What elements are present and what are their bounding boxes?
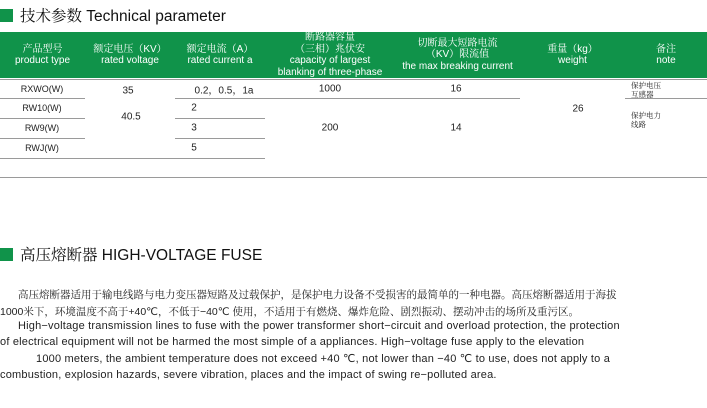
- header-cn: 备注: [656, 43, 676, 55]
- cell-product-type: RW9(W): [24, 123, 60, 133]
- body-en-line-3: 1000 meters, the ambient temperature does not exceed +40 ℃, not lower than −40 ℃ to use, does not apply to a: [36, 353, 611, 365]
- row-divider: [0, 138, 85, 139]
- section-bullet-icon: [0, 9, 13, 22]
- cell-capacity: 200: [321, 122, 339, 134]
- header-note: [625, 32, 707, 78]
- header-cn: 额定电流（A）: [186, 43, 254, 55]
- header-weight: [520, 32, 625, 78]
- cell-product-type: RXWO(W): [20, 84, 64, 94]
- cell-breaking-current: 14: [450, 122, 462, 134]
- body-en-line-2: of electrical equipment will not be harmed the most simple of a appliances. High−voltage fuse apply to the elevation: [0, 336, 585, 348]
- cell-note: 保护电力 线路: [631, 111, 661, 129]
- header-rated-voltage: [85, 32, 175, 78]
- section-title-high-voltage-fuse: [0, 243, 262, 265]
- row-divider: [175, 138, 265, 139]
- section-title-text: 技术参数 Technical parameter: [20, 8, 226, 25]
- header-product-type: [0, 32, 85, 78]
- section-title-text: 高压熔断器 HIGH-VOLTAGE FUSE: [20, 247, 263, 264]
- header-cn: 断路器容量 （三相）兆伏安: [295, 32, 365, 55]
- row-divider: [0, 98, 85, 99]
- header-en: capacity of largest blanking of three-phase: [277, 55, 383, 78]
- cell-rated-current: 3: [191, 122, 197, 134]
- row-divider: [0, 118, 85, 119]
- body-cn-line-2: 1000米下，环境温度不高于+40℃，不低于−40℃ 使用，不适用于有燃烧、爆炸危险、剧烈振动、摆动冲击的场所及重污区。: [0, 306, 579, 318]
- header-rated-current: [175, 32, 265, 78]
- cell-product-type: RW10(W): [22, 103, 62, 113]
- header-cn: 额定电压（KV）: [93, 43, 167, 55]
- header-en: note: [656, 55, 676, 66]
- section-bullet-icon: [0, 248, 13, 261]
- cell-rated-current: 2: [191, 102, 197, 114]
- row-divider: [0, 177, 707, 178]
- cell-note: 保护电压 互感器: [631, 81, 661, 99]
- row-divider: [175, 118, 265, 119]
- body-en-line-4: combustion, explosion hazards, severe vibration, places and the impact of swing re−polluted area.: [0, 369, 497, 381]
- header-en: rated current a: [187, 55, 253, 66]
- header-breaking-current: [395, 32, 520, 78]
- cell-rated-current: 0.2，0.5，1a: [194, 85, 254, 97]
- cell-weight: 26: [572, 103, 584, 115]
- cell-rated-voltage: 40.5: [121, 111, 141, 123]
- header-en: rated voltage: [101, 55, 159, 66]
- cell-product-type: RWJ(W): [25, 143, 59, 153]
- header-en: product type: [14, 55, 71, 66]
- section-title-technical-parameter: [0, 4, 226, 26]
- body-cn-line-1: 高压熔断器适用于输电线路与电力变压器短路及过载保护，是保护电力设备不受损害的最简单的一种电器。高压熔断器适用于海拔: [18, 289, 617, 301]
- row-divider: [175, 98, 520, 99]
- cell-capacity: 1000: [318, 83, 342, 95]
- header-en: the max breaking current: [402, 60, 513, 72]
- table-body: [0, 79, 707, 197]
- cell-breaking-current: 16: [450, 83, 462, 95]
- header-en: weight: [558, 55, 587, 66]
- table-header: [0, 32, 707, 78]
- row-divider: [0, 79, 707, 80]
- header-cn: 重量（kg）: [547, 43, 598, 55]
- body-en-line-1: High−voltage transmission lines to fuse with the power transformer short−circuit and overload protection, the protection: [18, 320, 620, 332]
- cell-rated-current: 5: [191, 142, 197, 154]
- header-cn: 切断最大短路电流 （KV）限流值: [417, 37, 498, 61]
- header-cn: 产品型号: [22, 43, 63, 55]
- cell-rated-voltage: 35: [122, 85, 134, 97]
- header-capacity: [265, 32, 395, 78]
- row-divider: [0, 158, 265, 159]
